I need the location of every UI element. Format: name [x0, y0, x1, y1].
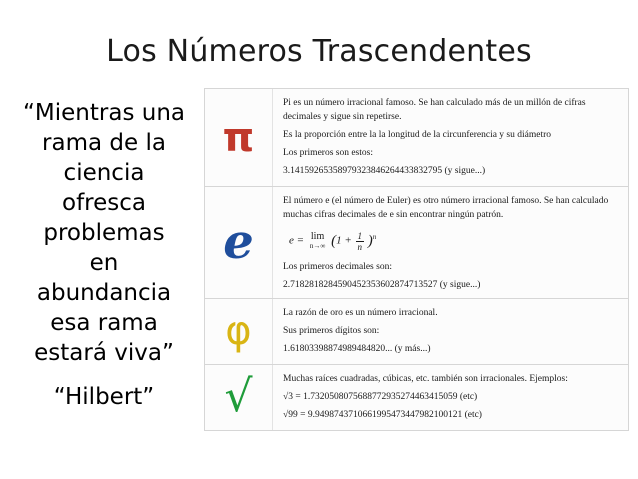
root-text-1: Muchas raíces cuadradas, cúbicas, etc. también son irracionales. Ejemplos: — [283, 373, 568, 384]
pi-text-3: Los primeros son estos: — [283, 148, 373, 158]
table-cell-symbol — [205, 187, 273, 298]
page-title: Los Números Trascendentes — [106, 34, 532, 69]
root-99-digits: √99 = 9.9498743710661995473447982100121 (etc) — [283, 409, 482, 420]
pi-digits: 3.14159265358979323846264433832795 (y sigue...) — [283, 166, 486, 176]
table-row — [205, 365, 628, 430]
pi-text-1: Pi es un número irracional famoso. Se han calculado más de un millón de cifras decimales y sigue sin repetirse. — [283, 98, 586, 122]
table-cell-symbol — [205, 299, 273, 364]
table-row — [205, 89, 628, 187]
table-row — [205, 187, 628, 299]
root-3-digits: √3 = 1.7320508075688772935274463415059 (etc) — [283, 391, 478, 402]
phi-text-1: La razón de oro es un número irracional. — [283, 307, 438, 318]
quote-author: “Hilbert” — [53, 384, 155, 410]
quote-line-4: ofresca — [62, 190, 146, 216]
phi-symbol: φ — [225, 308, 252, 355]
e-text-1: El número e (el número de Euler) es otro número irracional famoso. Se han calculado muchas cifras decimales de e sin encontrar ningún patrón. — [283, 196, 609, 220]
limit-operator: lim n→∞ — [309, 231, 326, 251]
phi-text-2: Sus primeros dígitos son: — [283, 325, 380, 336]
constants-table — [204, 88, 629, 431]
euler-limit-formula: e = lim n→∞ (1 + $\frac{1}{n}$ )$^n$ — [289, 230, 377, 252]
quote-line-5: problemas — [43, 220, 165, 246]
quote-block — [6, 98, 202, 412]
quote-line-6: en — [89, 250, 119, 276]
quote-line-1: “Mientras una — [23, 100, 185, 126]
fraction-one-over-n: $\frac{1}{n}$ — [357, 230, 363, 252]
quote-line-2: rama de la — [42, 130, 166, 156]
quote-line-8: esa rama — [50, 310, 158, 336]
table-cell-description — [273, 187, 628, 298]
pi-symbol: π — [222, 114, 255, 161]
phi-digits: 1.61803398874989484820... (y más...) — [283, 343, 431, 354]
table-cell-symbol — [205, 365, 273, 430]
e-digits: 2.7182818284590452353602874713527 (y sigue...) — [283, 279, 481, 290]
square-root-symbol: √ — [224, 371, 253, 423]
table-cell-description — [273, 89, 628, 186]
quote-line-7: abundancia — [36, 280, 172, 306]
table-cell-description — [273, 299, 628, 364]
table-cell-description — [273, 365, 628, 430]
table-row — [205, 299, 628, 365]
euler-e-symbol: e — [223, 214, 254, 271]
e-text-2: Los primeros decimales son: — [283, 261, 392, 272]
table-cell-symbol — [205, 89, 273, 186]
quote-line-9: estará viva” — [34, 340, 174, 366]
pi-text-2: Es la proporción entre la la longitud de la circunferencia y su diámetro — [283, 130, 552, 140]
quote-line-3: ciencia — [63, 160, 145, 186]
